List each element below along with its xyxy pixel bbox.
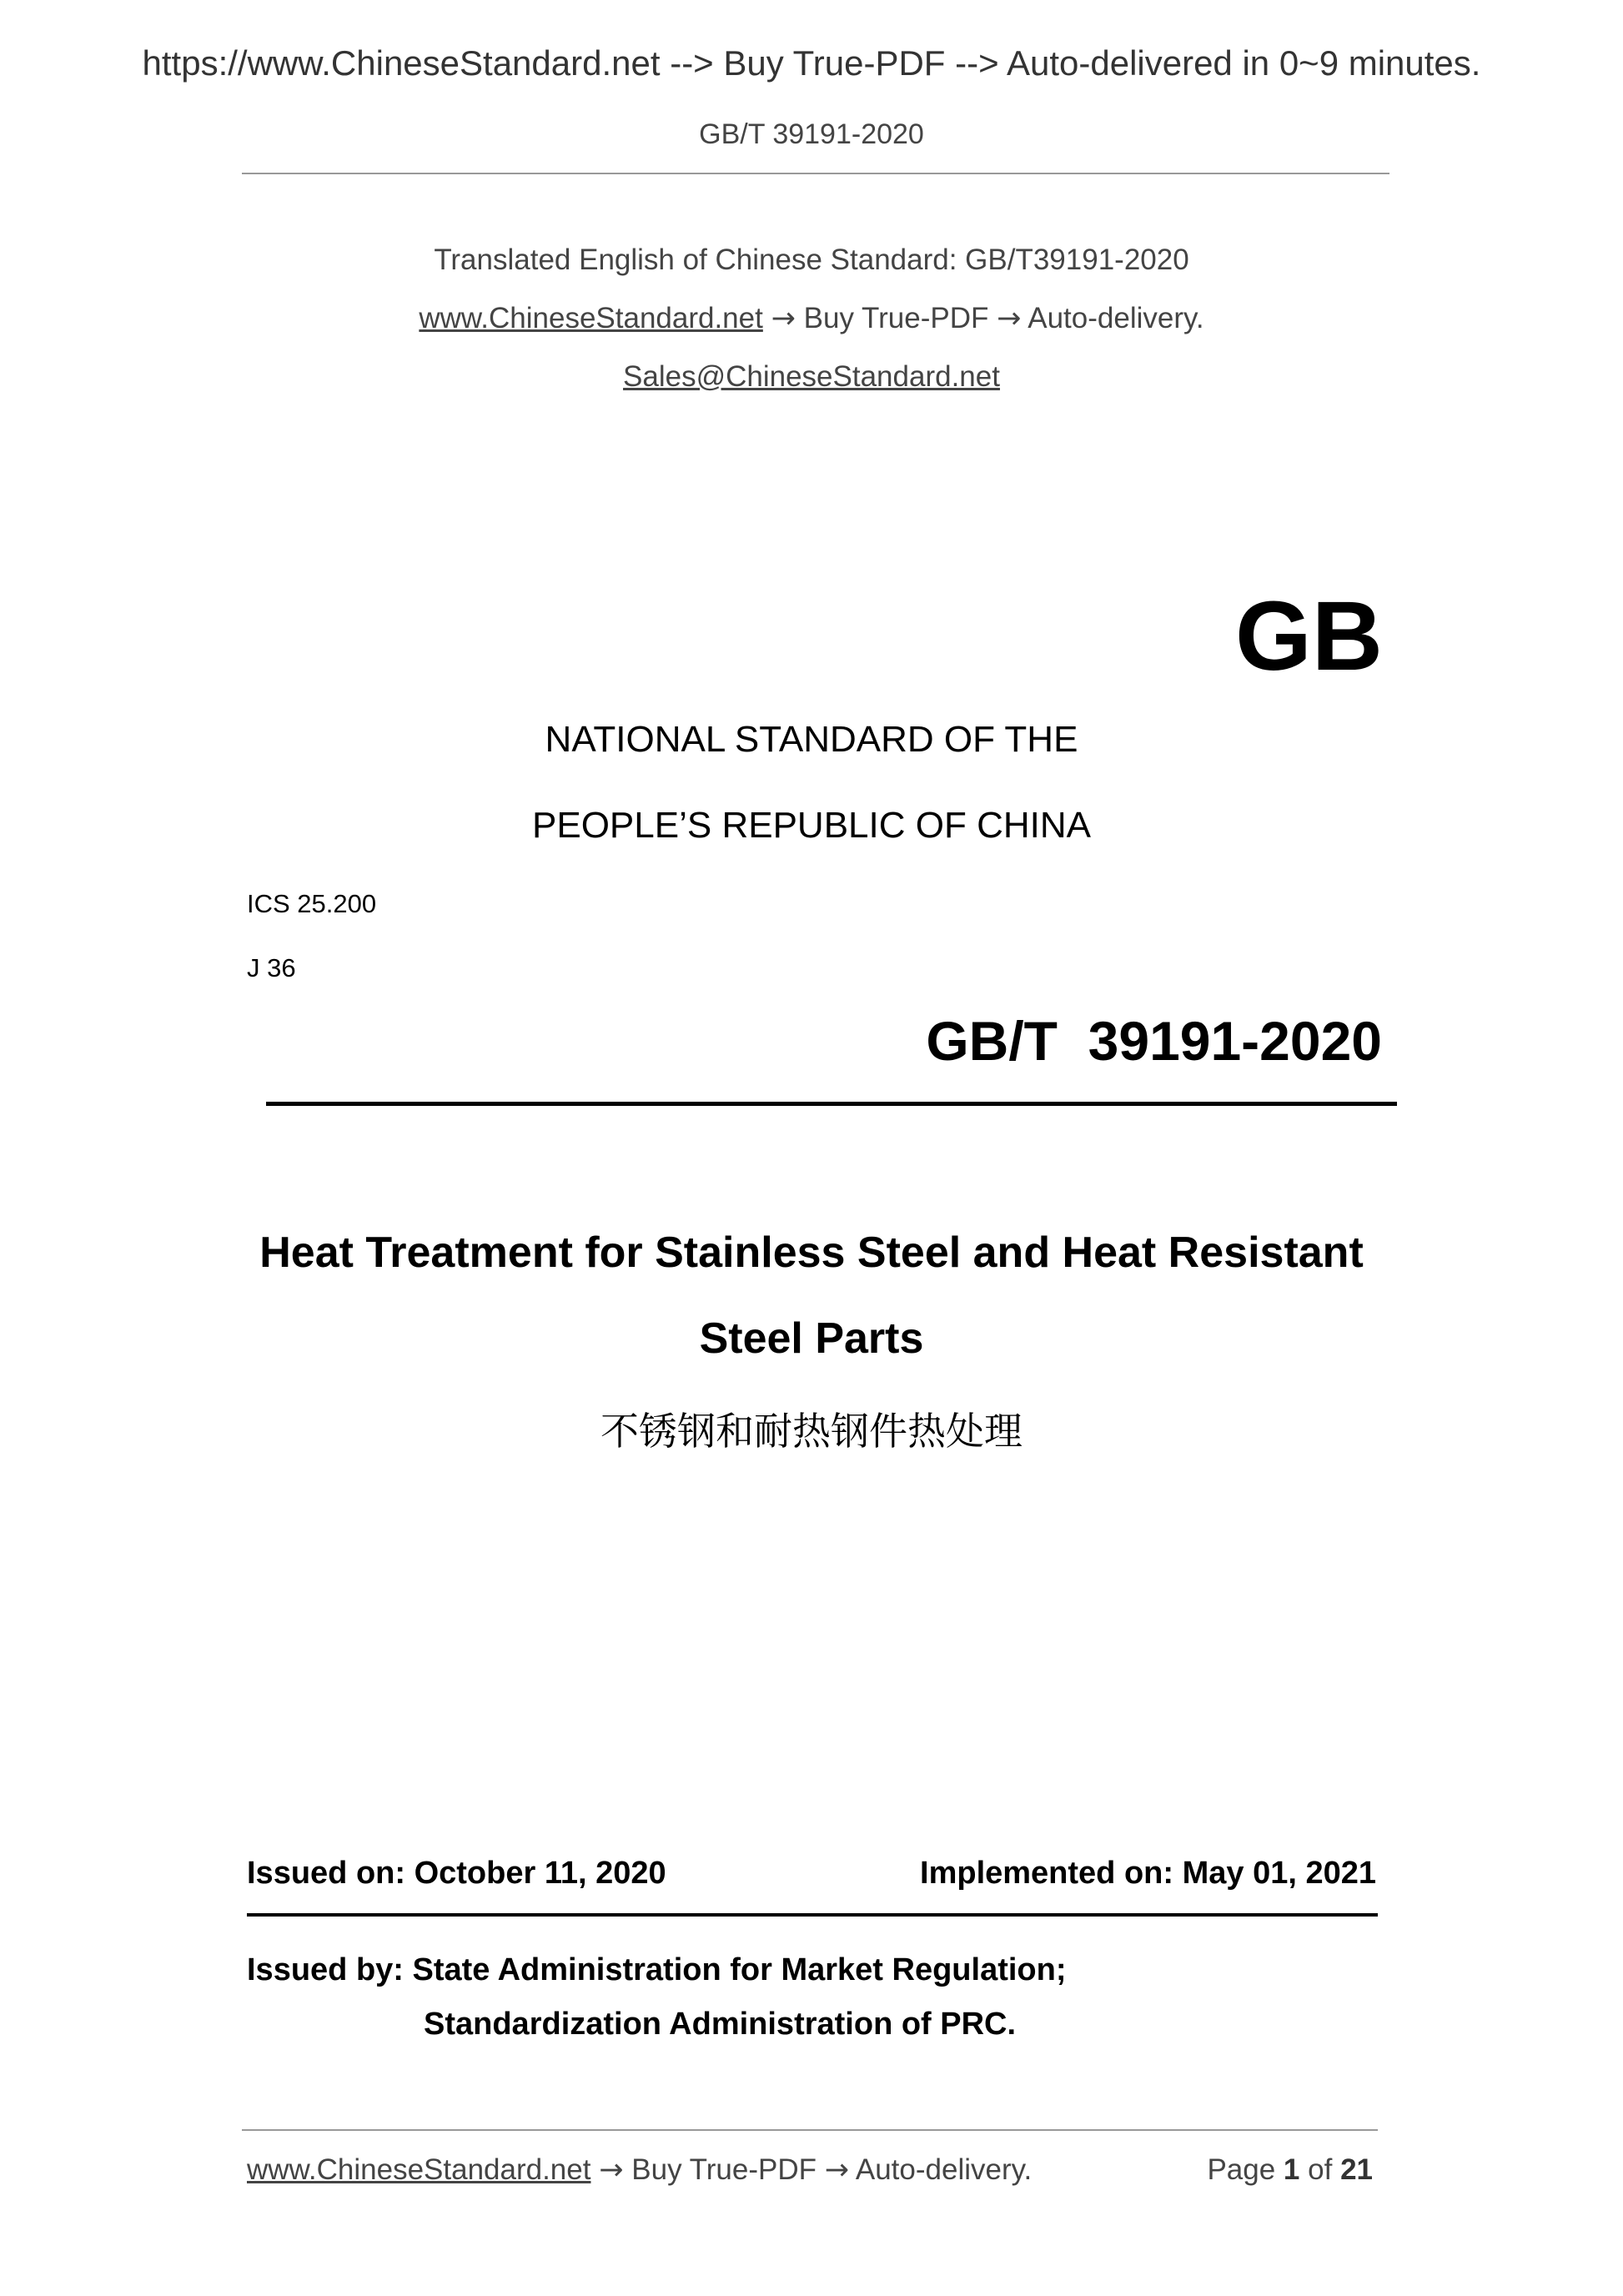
issued-by-line2: Standardization Administration of PRC.	[424, 2007, 1017, 2042]
standard-number: GB/T 39191-2020	[926, 1010, 1382, 1072]
running-header-code: GB/T 39191-2020	[699, 118, 924, 150]
footer-delivery-text: Auto-delivery.	[855, 2153, 1033, 2186]
title-english-line1: Heat Treatment for Stainless Steel and Heat Resistant	[259, 1228, 1364, 1277]
footer-promo	[247, 2153, 1032, 2187]
top-banner[interactable]: https://www.ChineseStandard.net --> Buy True-PDF --> Auto-delivered in 0~9 minutes.	[142, 43, 1481, 83]
arrow-right-icon: →	[824, 2153, 850, 2187]
arrow-right-icon: →	[771, 302, 796, 335]
gb-mark: GB	[1235, 581, 1383, 691]
sales-email-link[interactable]: Sales@ChineseStandard.net	[623, 360, 1000, 393]
title-chinese: 不锈钢和耐热钢件热处理	[600, 1409, 1023, 1453]
national-standard-line1: NATIONAL STANDARD OF THE	[545, 719, 1078, 760]
site-link[interactable]: www.ChineseStandard.net	[419, 302, 763, 334]
email-line	[0, 360, 1623, 394]
page-label: Page	[1207, 2153, 1276, 2186]
standard-number-divider	[266, 1102, 1397, 1106]
page-total: 21	[1340, 2153, 1373, 2186]
site-promo-line	[0, 302, 1623, 335]
page-current: 1	[1283, 2153, 1300, 2186]
footer-divider	[242, 2129, 1378, 2131]
page-indicator	[1207, 2153, 1373, 2187]
buy-pdf-text: Buy True-PDF	[803, 302, 989, 334]
translation-note: Translated English of Chinese Standard: GB/T39191-2020	[434, 244, 1189, 276]
issued-on-date: Issued on: October 11, 2020	[247, 1856, 666, 1891]
ics-code: ICS 25.200	[247, 889, 377, 918]
auto-delivery-text: Auto-delivery.	[1028, 302, 1204, 334]
issued-by: Issued by: State Administration for Market Regulation;	[247, 1952, 1067, 1987]
header-divider	[242, 173, 1389, 174]
ccs-code: J 36	[247, 953, 296, 982]
title-english-line2: Steel Parts	[699, 1314, 924, 1363]
page-of: of	[1308, 2153, 1333, 2186]
footer-site-link[interactable]: www.ChineseStandard.net	[247, 2153, 591, 2186]
arrow-right-icon: →	[997, 302, 1022, 335]
footer-buy-text: Buy True-PDF	[631, 2153, 817, 2186]
national-standard-line2: PEOPLE’S REPUBLIC OF CHINA	[532, 805, 1091, 846]
dates-divider	[247, 1913, 1378, 1917]
implemented-on-date: Implemented on: May 01, 2021	[920, 1856, 1376, 1891]
arrow-right-icon: →	[599, 2153, 624, 2187]
